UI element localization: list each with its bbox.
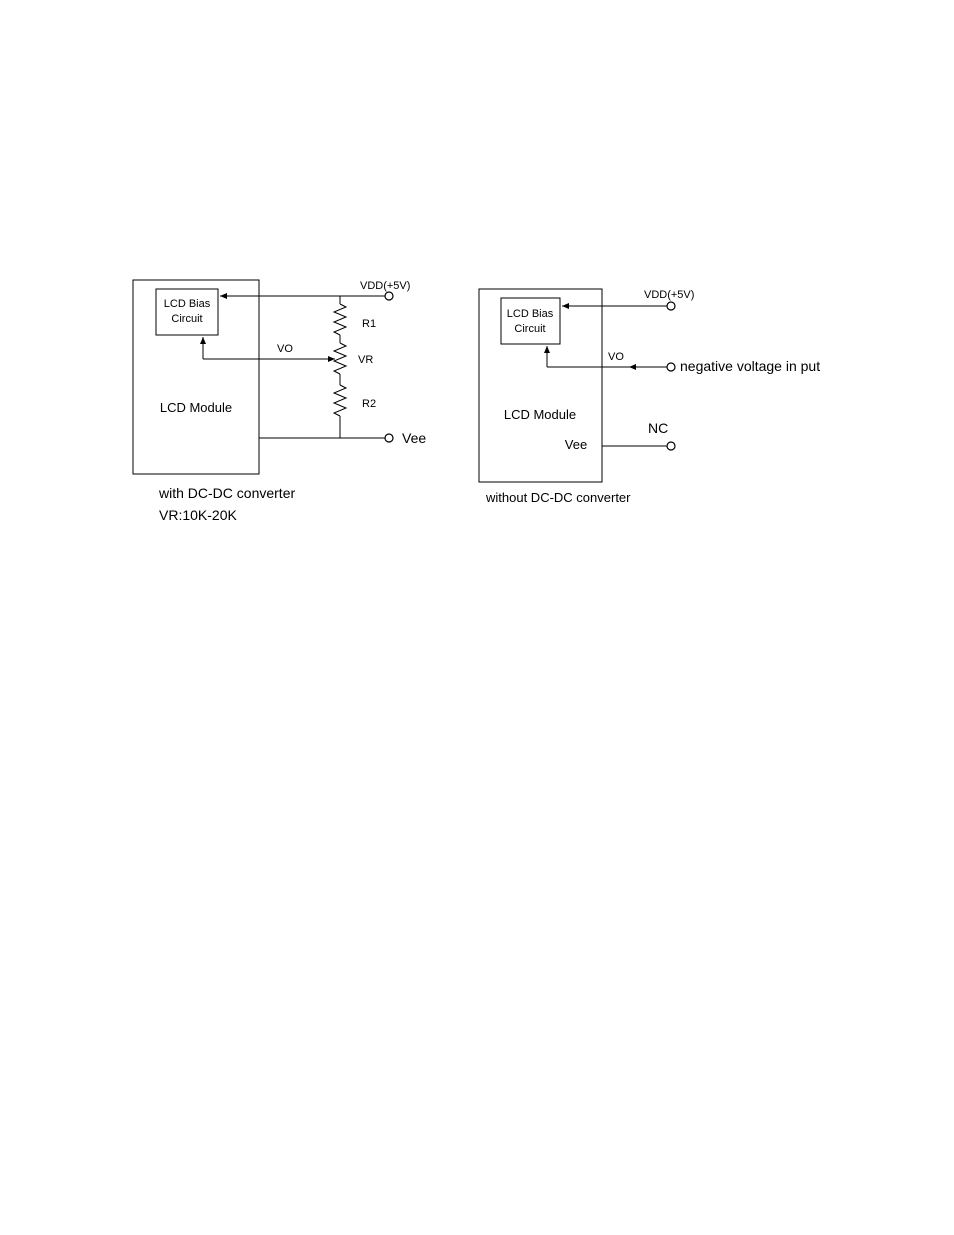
vr-resistor <box>334 343 346 374</box>
right-module-label: LCD Module <box>503 407 577 422</box>
right-vdd-label: VDD(+5V) <box>644 289 695 301</box>
right-caption: without DC-DC converter <box>486 490 631 505</box>
left-circuit <box>133 280 426 523</box>
r1-label: R1 <box>362 318 377 330</box>
r2-label: R2 <box>362 398 377 410</box>
right-bias-label-2: Circuit <box>514 323 546 335</box>
r1-resistor <box>334 304 346 335</box>
vr-label: VR <box>358 354 374 366</box>
left-caption-2: VR:10K-20K <box>159 507 237 523</box>
left-vdd-terminal <box>385 292 393 300</box>
left-bias-circuit-box <box>156 289 218 335</box>
left-caption-1: with DC-DC converter <box>159 485 296 501</box>
right-bias-circuit-box <box>501 298 560 344</box>
left-vo-label: VO <box>277 343 293 355</box>
left-bias-label-2: Circuit <box>171 313 203 325</box>
r2-resistor <box>334 385 346 416</box>
right-vo-label: VO <box>608 351 624 363</box>
left-vdd-label: VDD(+5V) <box>360 280 411 292</box>
left-vee-terminal <box>385 434 393 442</box>
left-vee-label: Vee <box>402 430 427 446</box>
right-neg-input-terminal <box>667 363 675 371</box>
left-module-label: LCD Module <box>159 400 233 415</box>
left-bias-label-1: LCD Bias <box>163 298 211 310</box>
right-nc-terminal <box>667 442 675 450</box>
right-circuit <box>479 289 820 505</box>
right-bias-label-1: LCD Bias <box>506 308 554 320</box>
right-vdd-terminal <box>667 302 675 310</box>
right-vee-label: Vee <box>564 437 588 452</box>
right-nc-label: NC <box>648 420 669 436</box>
right-neg-input-label: negative voltage in put <box>680 358 821 374</box>
